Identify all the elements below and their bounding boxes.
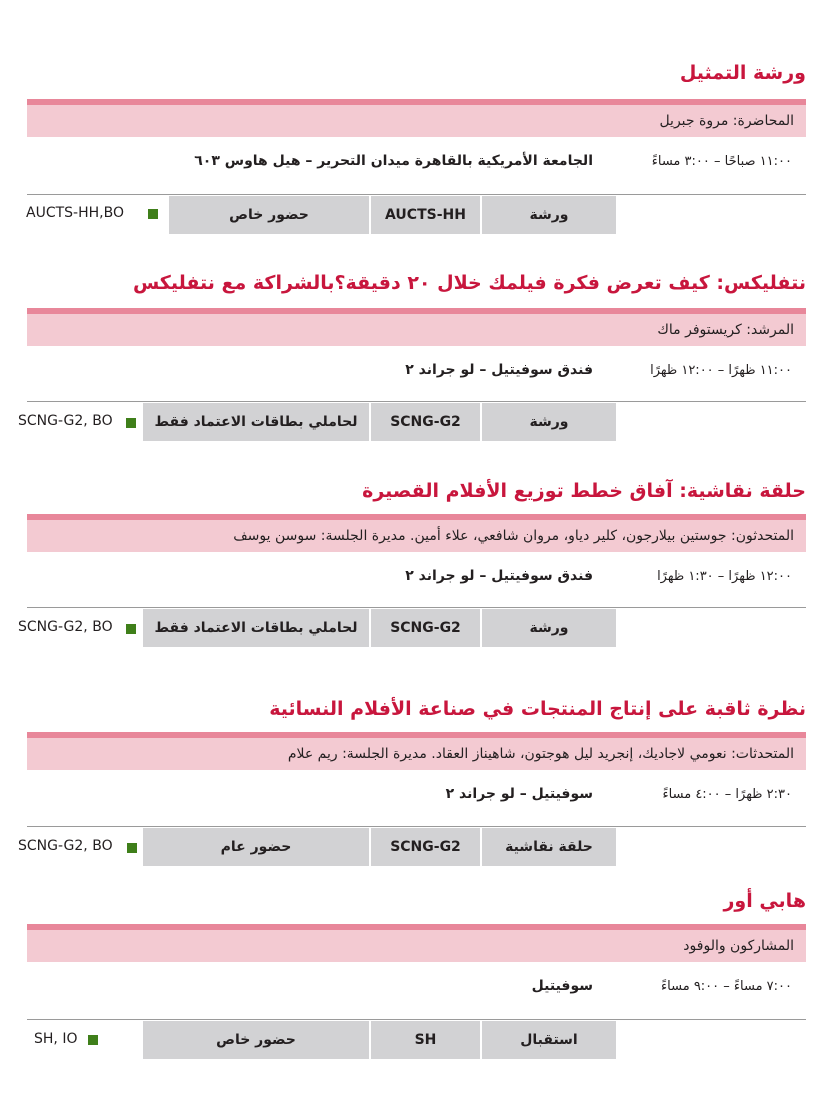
event-type: حلقة نقاشية — [482, 828, 616, 866]
event-venue: سوفيتيل – لو جراند ٢ — [445, 786, 593, 802]
event-badge: SH, IO — [34, 1031, 78, 1047]
event-venue: سوفيتيل — [531, 978, 593, 994]
event-speakers: المرشد: كريستوفر ماك — [27, 314, 806, 346]
event-code: SCNG-G2 — [371, 403, 480, 441]
event-title: نتفليكس: كيف تعرض فكرة فيلمك خلال ٢٠ دقيقة؟بالشراكة مع نتفليكس — [132, 272, 806, 294]
event-access: حضور عام — [143, 828, 369, 866]
event-title: هابي أور — [723, 890, 806, 912]
event-time: ٧:٠٠ مساءً – ٩:٠٠ مساءً — [661, 979, 792, 994]
event-code: AUCTS-HH — [371, 196, 480, 234]
event-access: لحاملي بطاقات الاعتماد فقط — [143, 403, 369, 441]
event-title: ورشة التمثيل — [679, 62, 806, 84]
event-code: SH — [371, 1021, 480, 1059]
event-divider — [27, 1019, 806, 1020]
event-type: ورشة — [482, 609, 616, 647]
event-access: لحاملي بطاقات الاعتماد فقط — [143, 609, 369, 647]
event-time: ١١:٠٠ ظهرًا – ١٢:٠٠ ظهرًا — [650, 363, 792, 378]
marker-square-icon — [127, 843, 137, 853]
event-venue: فندق سوفيتيل – لو جراند ٢ — [405, 362, 593, 378]
event-badge: SCNG-G2, BO — [18, 838, 113, 854]
event-divider — [27, 194, 806, 195]
event-access: حضور خاص — [143, 1021, 369, 1059]
marker-square-icon — [126, 624, 136, 634]
event-time: ٢:٣٠ ظهرًا – ٤:٠٠ مساءً — [662, 787, 792, 802]
event-badge: AUCTS-HH,BO — [26, 205, 124, 221]
event-venue: الجامعة الأمريكية بالقاهرة ميدان التحرير – هيل هاوس ٦٠٣ — [194, 153, 593, 169]
event-speakers: المحاضرة: مروة جبريل — [27, 105, 806, 137]
event-time: ١١:٠٠ صباحًا – ٣:٠٠ مساءً — [651, 154, 792, 169]
event-title: نظرة ثاقبة على إنتاج المنتجات في صناعة الأفلام النسائية — [269, 698, 806, 720]
event-speakers: المتحدثات: نعومي لاجاديك، إنجريد ليل هوجتون، شاهيناز العقاد. مديرة الجلسة: ريم علام — [27, 738, 806, 770]
marker-square-icon — [126, 418, 136, 428]
event-badge: SCNG-G2, BO — [18, 619, 113, 635]
event-venue: فندق سوفيتيل – لو جراند ٢ — [405, 568, 593, 584]
event-badge: SCNG-G2, BO — [18, 413, 113, 429]
event-type: ورشة — [482, 196, 616, 234]
event-title: حلقة نقاشية: آفاق خطط توزيع الأفلام القصيرة — [362, 480, 806, 502]
event-speakers: المتحدثون: جوستين بيلارجون، كلير دياو، مروان شافعي، علاء أمين. مديرة الجلسة: سوسن يوسف — [27, 520, 806, 552]
event-access: حضور خاص — [169, 196, 369, 234]
event-code: SCNG-G2 — [371, 609, 480, 647]
event-divider — [27, 826, 806, 827]
event-type: استقبال — [482, 1021, 616, 1059]
event-time: ١٢:٠٠ ظهرًا – ١:٣٠ ظهرًا — [657, 569, 792, 584]
event-type: ورشة — [482, 403, 616, 441]
marker-square-icon — [148, 209, 158, 219]
event-divider — [27, 401, 806, 402]
event-speakers: المشاركون والوفود — [27, 930, 806, 962]
marker-square-icon — [88, 1035, 98, 1045]
event-code: SCNG-G2 — [371, 828, 480, 866]
event-divider — [27, 607, 806, 608]
